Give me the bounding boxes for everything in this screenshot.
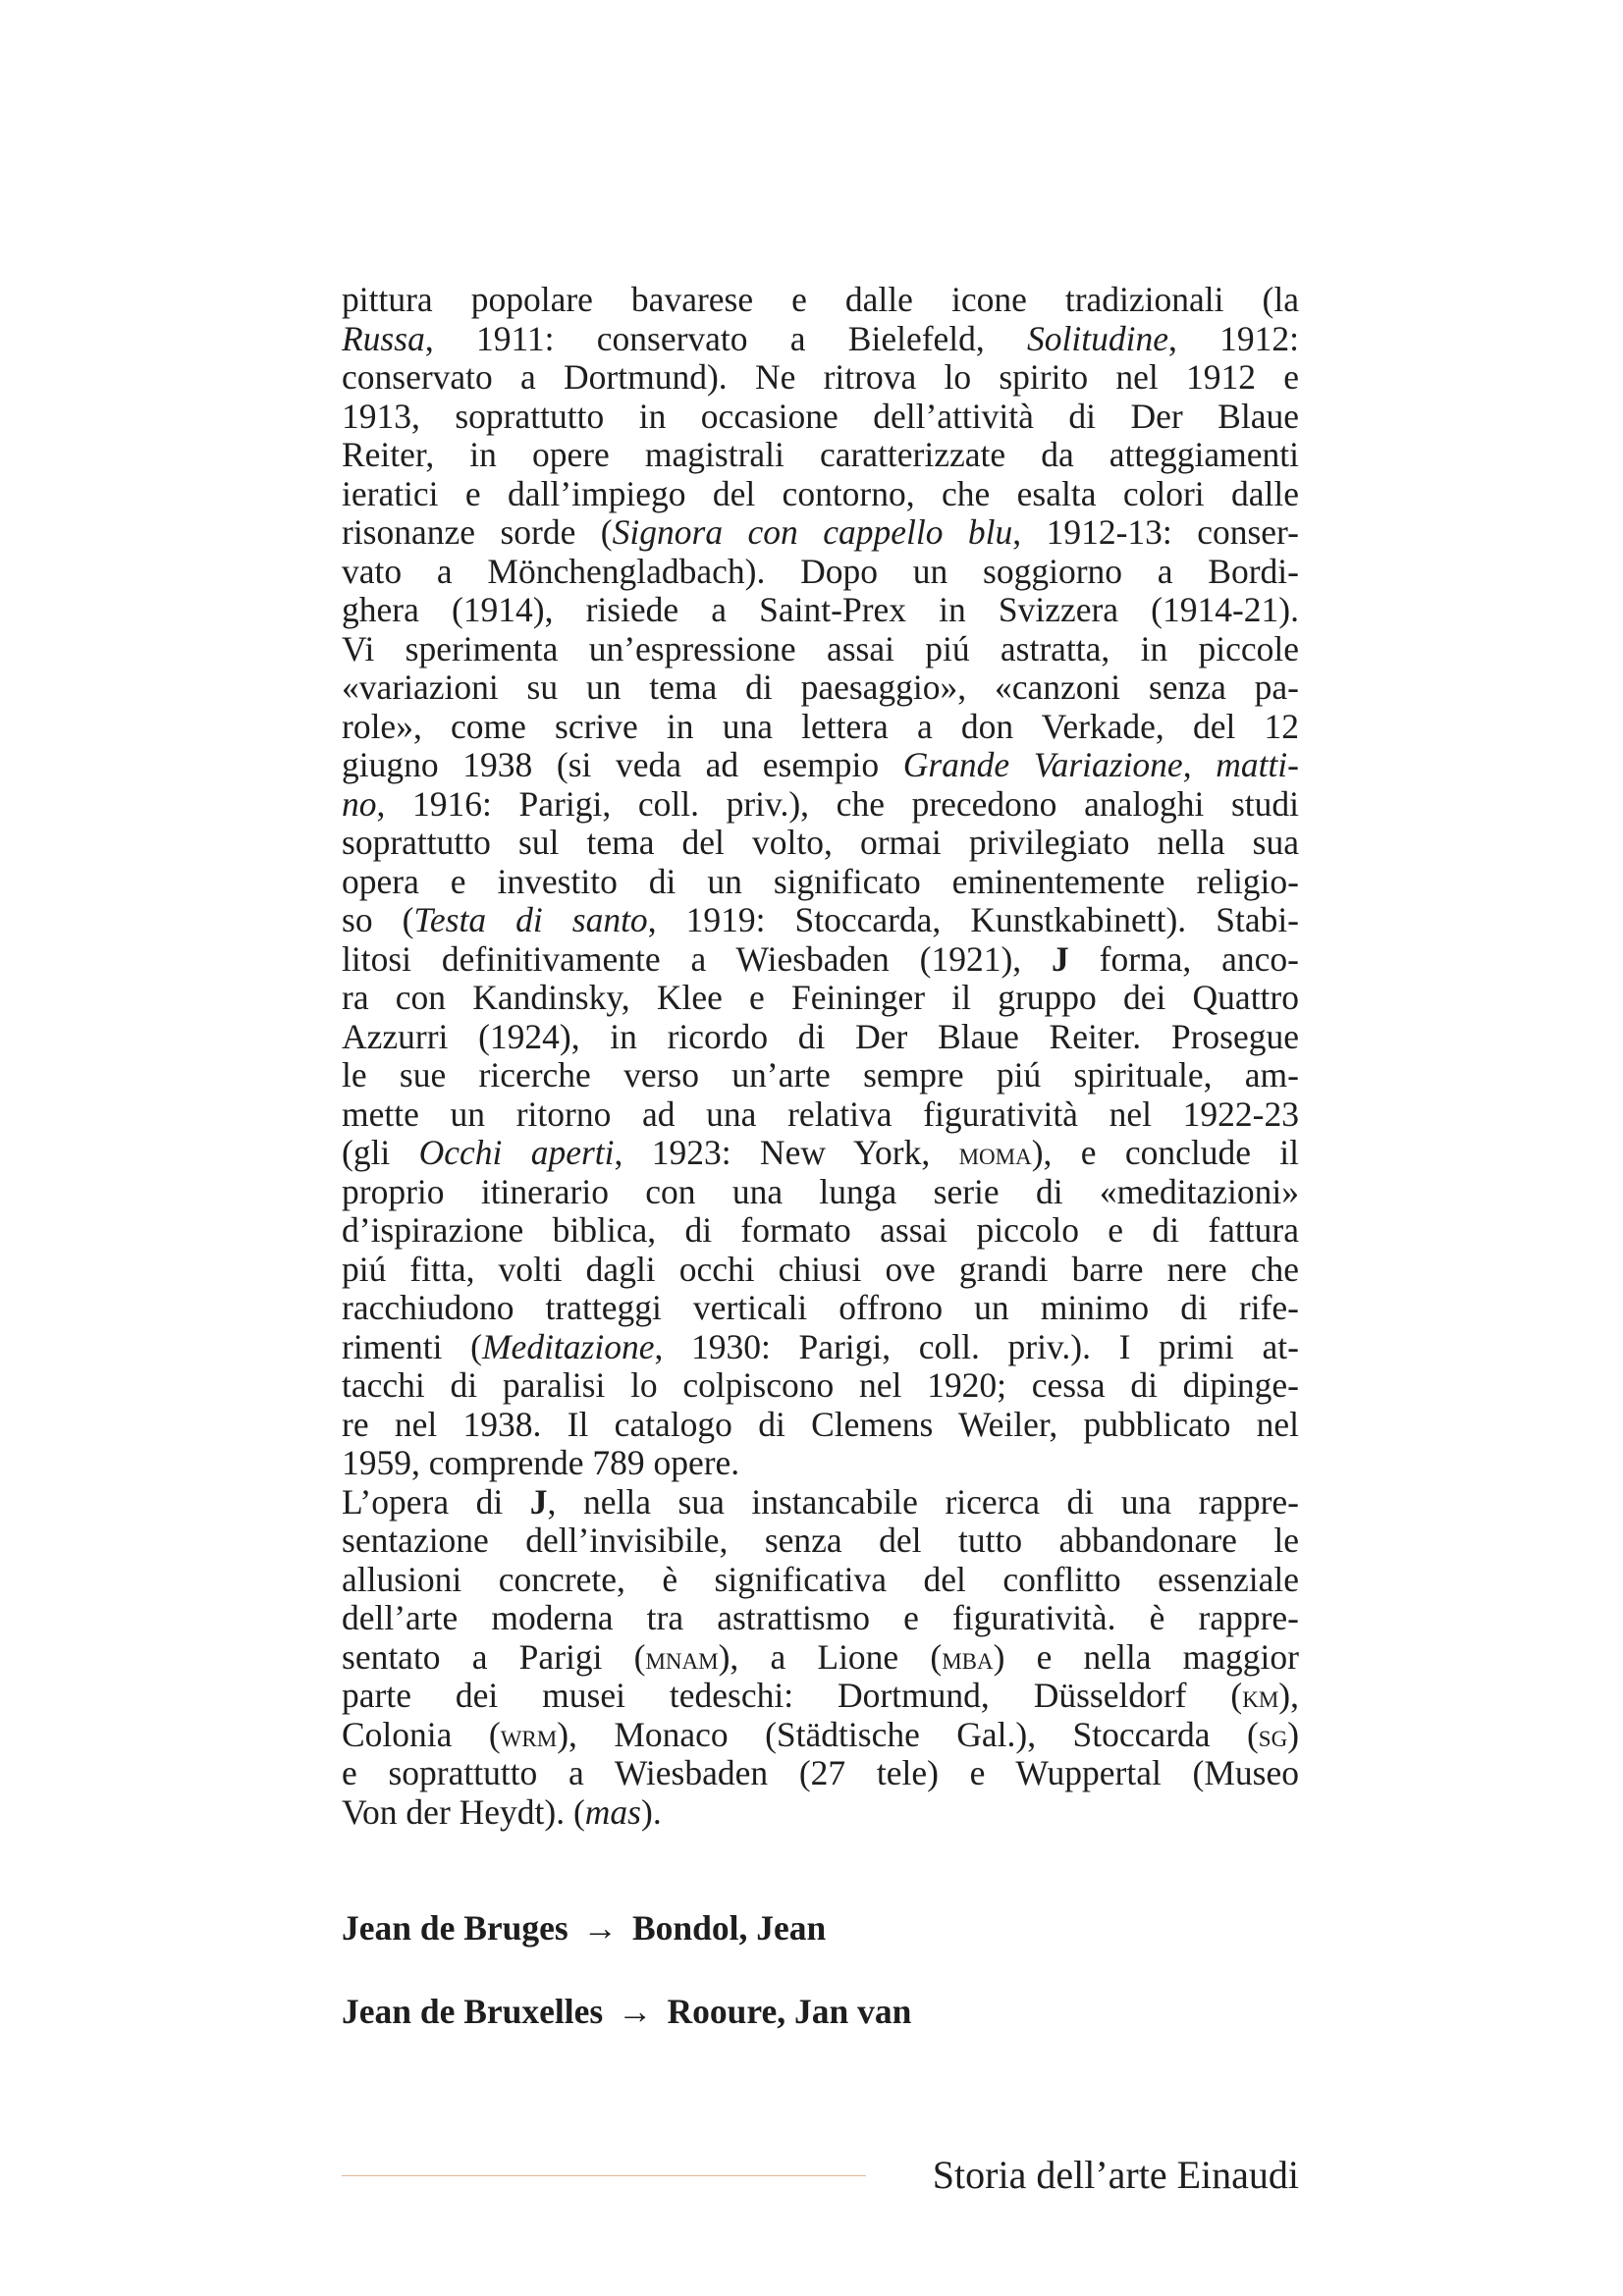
- footer-divider: [342, 2175, 866, 2176]
- arrow-right-icon: →: [618, 1992, 653, 2031]
- italic-text: Solitudine: [1027, 319, 1168, 358]
- body-text-line: [342, 1251, 1299, 1290]
- body-text-line: [342, 1328, 1299, 1367]
- text-run: piú fitta, volti dagli occhi chiusi ove grandi barre nere che: [342, 1250, 1299, 1289]
- small-caps-text: wrm: [500, 1718, 558, 1754]
- text-run: Vi sperimenta un’espressione assai piú astratta, in piccole: [342, 629, 1299, 668]
- text-run: , 1912-13: conser-: [1012, 513, 1299, 552]
- body-text-line: [342, 1095, 1299, 1135]
- body-text-line: [342, 1599, 1299, 1638]
- text-run: mette un ritorno ad una relativa figuratività nel 1922-23: [342, 1095, 1299, 1134]
- body-text-line: [342, 475, 1299, 514]
- text-run: tacchi di paralisi lo colpiscono nel 1920; cessa di dipinge-: [342, 1366, 1299, 1405]
- italic-text: Russa: [342, 319, 425, 358]
- text-run: racchiudono tratteggi verticali offrono un minimo di rife-: [342, 1289, 1299, 1327]
- body-text-line: [342, 1716, 1299, 1755]
- body-text-line: [342, 1444, 1299, 1483]
- body-text-line: [342, 1366, 1299, 1406]
- body-text-line: [342, 591, 1299, 630]
- text-run: , 1923: New York,: [614, 1134, 959, 1172]
- text-run: d’ispirazione biblica, di formato assai piccolo e di fattura: [342, 1211, 1299, 1250]
- text-run: ghera (1914), risiede a Saint-Prex in Svizzera (1914-21).: [342, 591, 1299, 629]
- text-run: ra con Kandinsky, Klee e Feininger il gruppo dei Quattro: [342, 979, 1299, 1017]
- italic-text: Testa di santo: [413, 901, 648, 939]
- footer-title: Storia dell’arte Einaudi: [932, 2153, 1299, 2197]
- italic-text: Signora con cappello blu: [612, 513, 1013, 552]
- body-text-line: [342, 553, 1299, 592]
- body-text-line: [342, 1522, 1299, 1561]
- body-text-line: [342, 1793, 1299, 1833]
- italic-text: mas: [584, 1792, 641, 1832]
- text-run: e soprattutto a Wiesbaden (27 tele) e Wuppertal (Museo: [342, 1754, 1299, 1792]
- cross-reference-term: Jean de Bruxelles: [342, 1992, 604, 2031]
- bold-text: J: [1052, 939, 1069, 979]
- text-run: ), Monaco (Städtische Gal.), Stoccarda (: [557, 1715, 1259, 1754]
- text-run: soprattutto sul tema del volto, ormai privilegiato nella sua: [342, 824, 1299, 862]
- text-run: proprio itinerario con una lunga serie di «meditazioni»: [342, 1172, 1299, 1211]
- small-caps-text: sg: [1258, 1718, 1288, 1754]
- text-run: , 1930: Parigi, coll. priv.). I primi at-: [654, 1327, 1299, 1366]
- body-text-line: [342, 863, 1299, 902]
- text-run: (gli: [342, 1134, 419, 1172]
- body-text-line: [342, 824, 1299, 863]
- cross-reference-target: Rooure, Jan van: [667, 1992, 912, 2031]
- text-run: Von der Heydt). (: [342, 1792, 585, 1832]
- body-text-line: [342, 358, 1299, 398]
- body-text-line: [342, 1211, 1299, 1251]
- text-run: , 1919: Stoccarda, Kunstkabinett). Stabi-: [647, 901, 1299, 939]
- entry-body-text: [342, 281, 1299, 1832]
- text-run: opera e investito di un significato eminentemente religio-: [342, 862, 1299, 901]
- text-run: role», come scrive in una lettera a don Verkade, del 12: [342, 707, 1299, 746]
- text-run: giugno 1938 (si veda ad esempio: [342, 746, 903, 784]
- body-text-line: [342, 668, 1299, 708]
- body-text-line: [342, 1638, 1299, 1678]
- text-run: L’opera di: [342, 1482, 530, 1522]
- text-run: Colonia (: [342, 1715, 501, 1754]
- body-text-line: [342, 1754, 1299, 1793]
- text-run: pittura popolare bavarese e dalle icone tradizionali (la: [342, 281, 1299, 319]
- text-run: Reiter, in opere magistrali caratterizzate da atteggiamenti: [342, 436, 1299, 474]
- italic-text: Grande Variazione, matti-: [902, 746, 1299, 784]
- body-text-line: [342, 901, 1299, 940]
- italic-text: Meditazione: [481, 1327, 655, 1366]
- body-text-line: [342, 1561, 1299, 1600]
- body-text-line: [342, 1134, 1299, 1173]
- text-run: ): [1287, 1715, 1299, 1754]
- text-run: ),: [1278, 1677, 1299, 1715]
- body-text-line: [342, 1018, 1299, 1057]
- body-text-line: [342, 513, 1299, 553]
- body-text-line: [342, 1056, 1299, 1095]
- text-run: sentazione dell’invisibile, senza del tutto abbandonare le: [342, 1522, 1299, 1560]
- small-caps-text: mba: [942, 1640, 994, 1677]
- body-text-line: [342, 708, 1299, 747]
- small-caps-text: moma: [958, 1137, 1032, 1172]
- body-text-line: [342, 630, 1299, 669]
- text-run: , 1916: Parigi, coll. priv.), che precedono analoghi studi: [376, 784, 1299, 824]
- text-run: , nella sua instancabile ricerca di una rappre-: [547, 1482, 1299, 1522]
- small-caps-text: mnam: [645, 1640, 719, 1677]
- text-run: rimenti (: [342, 1327, 482, 1366]
- text-run: ), a Lione (: [718, 1637, 943, 1677]
- cross-reference-jean-de-bruges: [342, 1908, 826, 1948]
- text-run: ieratici e dall’impiego del contorno, che esalta colori dalle: [342, 474, 1299, 513]
- cross-reference-target: Bondol, Jean: [632, 1908, 827, 1948]
- body-text-line: [342, 1677, 1299, 1716]
- text-run: conservato a Dortmund). Ne ritrova lo spirito nel 1912 e: [342, 358, 1299, 397]
- text-run: dell’arte moderna tra astrattismo e figuratività. è rappre-: [342, 1599, 1299, 1637]
- text-run: 1913, soprattutto in occasione dell’attività di Der Blaue: [342, 397, 1299, 436]
- text-run: parte dei musei tedeschi: Dortmund, Düsseldorf (: [342, 1677, 1243, 1715]
- text-run: «variazioni su un tema di paesaggio», «canzoni senza pa-: [342, 668, 1299, 707]
- text-run: litosi definitivamente a Wiesbaden (1921),: [342, 939, 1053, 979]
- body-text-line: [342, 281, 1299, 320]
- body-text-line: [342, 436, 1299, 475]
- body-text-line: [342, 940, 1299, 980]
- text-run: so (: [342, 901, 414, 939]
- body-text-line: [342, 1289, 1299, 1328]
- body-text-line: [342, 746, 1299, 785]
- text-run: ).: [641, 1792, 662, 1832]
- italic-text: Occhi aperti: [418, 1134, 615, 1172]
- text-run: ), e conclude il: [1031, 1134, 1299, 1172]
- body-text-line: [342, 1483, 1299, 1522]
- body-text-line: [342, 398, 1299, 437]
- text-run: , 1911: conservato a Bielefeld,: [424, 319, 1028, 358]
- body-text-line: [342, 1406, 1299, 1445]
- text-run: ) e nella maggior: [993, 1637, 1299, 1677]
- text-run: , 1912:: [1168, 319, 1299, 358]
- text-run: Azzurri (1924), in ricordo di Der Blaue Reiter. Prosegue: [342, 1017, 1299, 1056]
- italic-text: no: [342, 784, 377, 824]
- text-run: forma, anco-: [1068, 939, 1299, 979]
- text-run: vato a Mönchengladbach). Dopo un soggiorno a Bordi-: [342, 552, 1299, 591]
- cross-reference-term: Jean de Bruges: [342, 1908, 568, 1948]
- body-text-line: [342, 320, 1299, 359]
- text-run: risonanze sorde (: [342, 513, 613, 552]
- text-run: allusioni concrete, è significativa del conflitto essenziale: [342, 1560, 1299, 1599]
- arrow-right-icon: →: [582, 1908, 619, 1948]
- text-run: 1959, comprende 789 opere.: [342, 1444, 740, 1482]
- cross-reference-jean-de-bruxelles: [342, 1992, 911, 2031]
- body-text-line: [342, 979, 1299, 1018]
- body-text-line: [342, 1173, 1299, 1212]
- small-caps-text: km: [1242, 1680, 1279, 1715]
- text-run: sentato a Parigi (: [342, 1637, 646, 1677]
- body-text-line: [342, 785, 1299, 825]
- text-run: le sue ricerche verso un’arte sempre piú spirituale, am-: [342, 1056, 1299, 1095]
- text-run: re nel 1938. Il catalogo di Clemens Weiler, pubblicato nel: [342, 1405, 1299, 1444]
- bold-text: J: [529, 1482, 548, 1522]
